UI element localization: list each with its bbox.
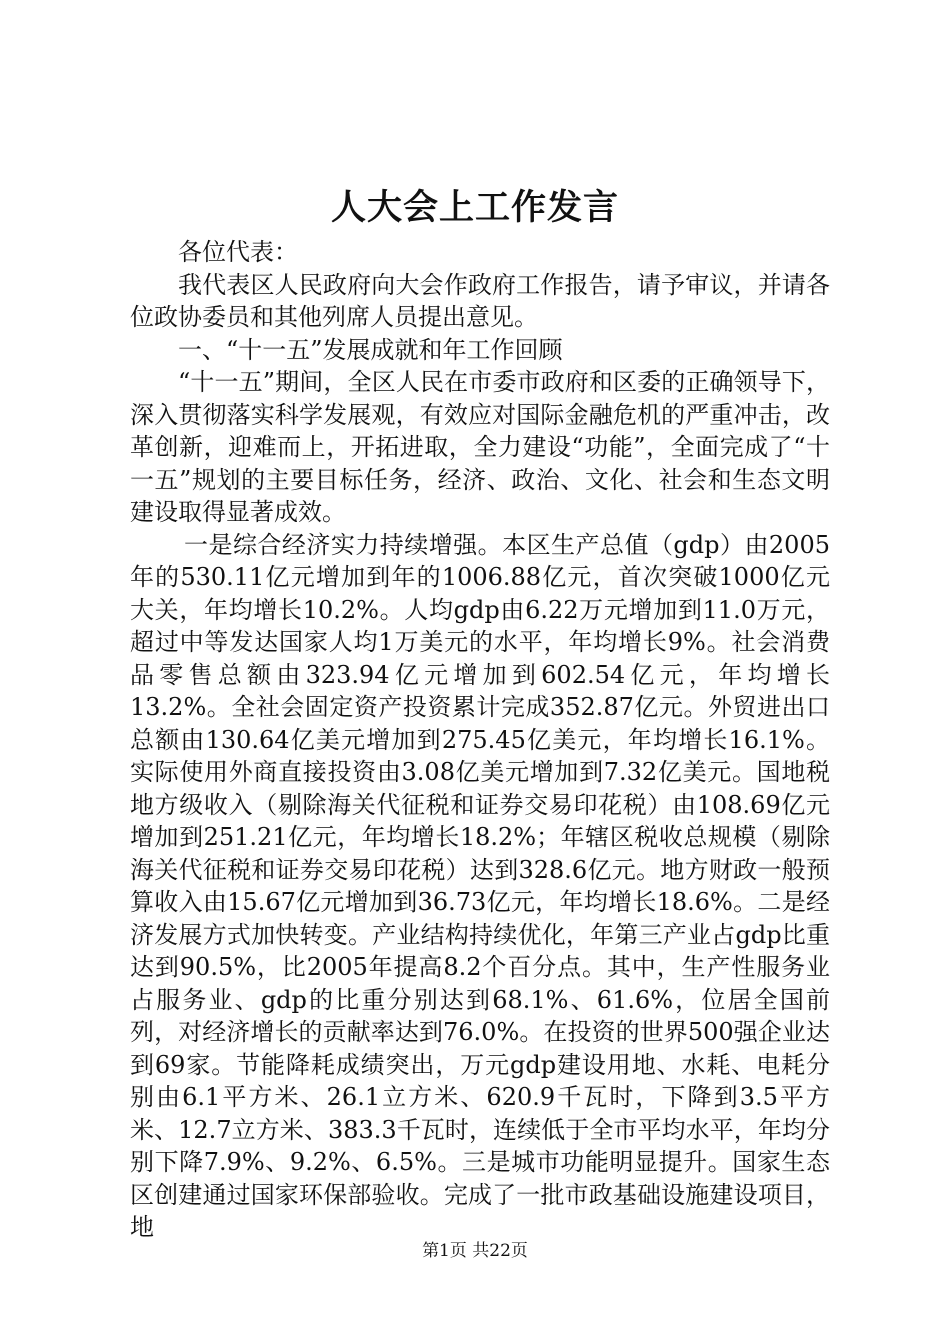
page-number-footer: 第1页 共22页 <box>422 1241 528 1261</box>
section-heading: 一、“十一五”发展成就和年工作回顾 <box>178 335 563 364</box>
achievements-paragraph: 一是综合经济实力持续增强。本区生产总值（gdp）由2005年的530.11亿元增加到年的1006.88亿元，首次突破1000亿元大关，年均增长10.2%。人均gdp由6.22万元增加到11.0万元，超过中等发达国家人均1万美元的水平，年均增长9%。社会消费品零售总额由323.94亿元增加到602.54亿元，年均增长13.2%。全社会固定资产投资累计完成352.87亿元。外贸进出口总额由130.64亿美元增加到275.45亿美元，年均增长16.1%。实际使用外商直接投资由3.08亿美元增加到7.32亿美元。国地税地方级收入（剔除海关代征税和证券交易印花税）由108.69亿元增加到251.21亿元，年均增长18.2%；年辖区税收总规模（剔除海关代征税和证券交易印花税）达到328.6亿元。地方财政一般预算收入由15.67亿元增加到36.73亿元，年均增长18.6%。二是经济发展方式加快转变。产业结构持续优化，年第三产业占gdp比重达到90.5%，比2005年提高8.2个百分点。其中，生产性服务业占服务业、gdp的比重分别达到68.1%、61.6%，位居全国前列，对经济增长的贡献率达到76.0%。在投资的世界500强企业达到69家。节能降耗成绩突出，万元gdp建设用地、水耗、电耗分别由6.1平方米、26.1立方米、620.9千瓦时，下降到3.5平方米、12.7立方米、383.3千瓦时，连续低于全市平均水平，年均分别下降7.9%、9.2%、6.5%。三是城市功能明显提升。国家生态区创建通过国家环保部验收。完成了一批市政基础设施建设项目，地 <box>130 530 830 1241</box>
salutation-paragraph: 各位代表： <box>178 238 298 266</box>
document-body <box>130 236 830 1244</box>
intro-paragraph: 我代表区人民政府向大会作政府工作报告，请予审议，并请各位政协委员和其他列席人员提出意见。 <box>130 270 830 331</box>
overview-paragraph: “十一五”期间，全区人民在市委市政府和区委的正确领导下，深入贯彻落实科学发展观，有效应对国际金融危机的严重冲击，改革创新，迎难而上，开拓进取，全力建设“功能”，全面完成了“十一五”规划的主要目标任务，经济、政治、文化、社会和生态文明建设取得显著成效。 <box>130 368 830 526</box>
document-title: 人大会上工作发言 <box>330 187 619 228</box>
